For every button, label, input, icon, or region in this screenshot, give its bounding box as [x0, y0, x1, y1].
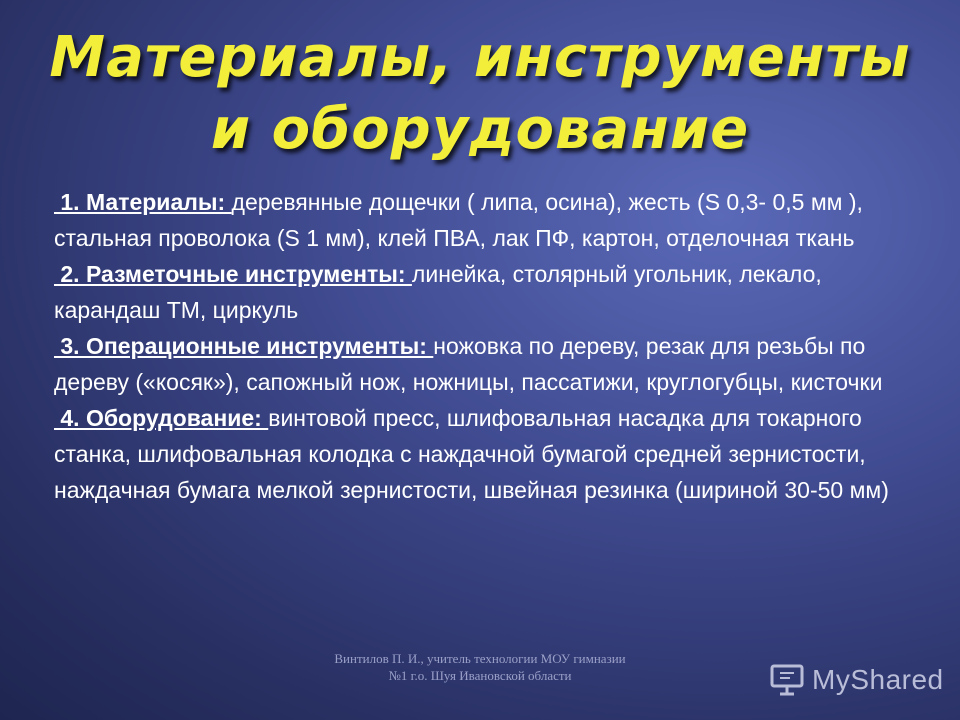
- item-text: деревянные дощечки ( липа, осина), жесть (S 0,3- 0,5 мм ), стальная проволока (S 1 мм), клей ПВА, лак ПФ, картон, отделочная ткань: [54, 189, 863, 251]
- item-text: ножовка по дереву, резак для резьбы по дереву («косяк»), сапожный нож, ножницы, пассатижи, круглогубцы, кисточки: [54, 333, 883, 395]
- slide-title: Материалы, инструменты и оборудование: [49, 25, 911, 162]
- list-item-materials: [54, 184, 934, 256]
- item-heading: 2. Разметочные инструменты:: [54, 261, 412, 287]
- item-heading: 1. Материалы:: [54, 189, 232, 215]
- list-item-marking-tools: [54, 256, 934, 328]
- item-text: линейка, столярный угольник, лекало, карандаш ТМ, циркуль: [54, 261, 822, 323]
- logo-text: MyShared: [812, 664, 944, 695]
- myshared-logo[interactable]: [770, 660, 944, 700]
- presentation-screen-icon: [770, 663, 804, 697]
- list-item-operational-tools: [54, 328, 934, 400]
- item-heading: 3. Операционные инструменты:: [54, 333, 434, 359]
- slide-footer: Винтилов П. И., учитель технологии МОУ гимназии №1 г.о. Шуя Ивановской области: [334, 651, 626, 683]
- slide-body: [54, 184, 934, 508]
- item-text: винтовой пресс, шлифовальная насадка для токарного станка, шлифовальная колодка с наждачной бумагой средней зернистости, наждачная бумага мелкой зернистости, швейная резинка (шириной 30-50 мм): [54, 405, 889, 503]
- list-item-equipment: [54, 400, 934, 508]
- item-heading: 4. Оборудование:: [54, 405, 269, 431]
